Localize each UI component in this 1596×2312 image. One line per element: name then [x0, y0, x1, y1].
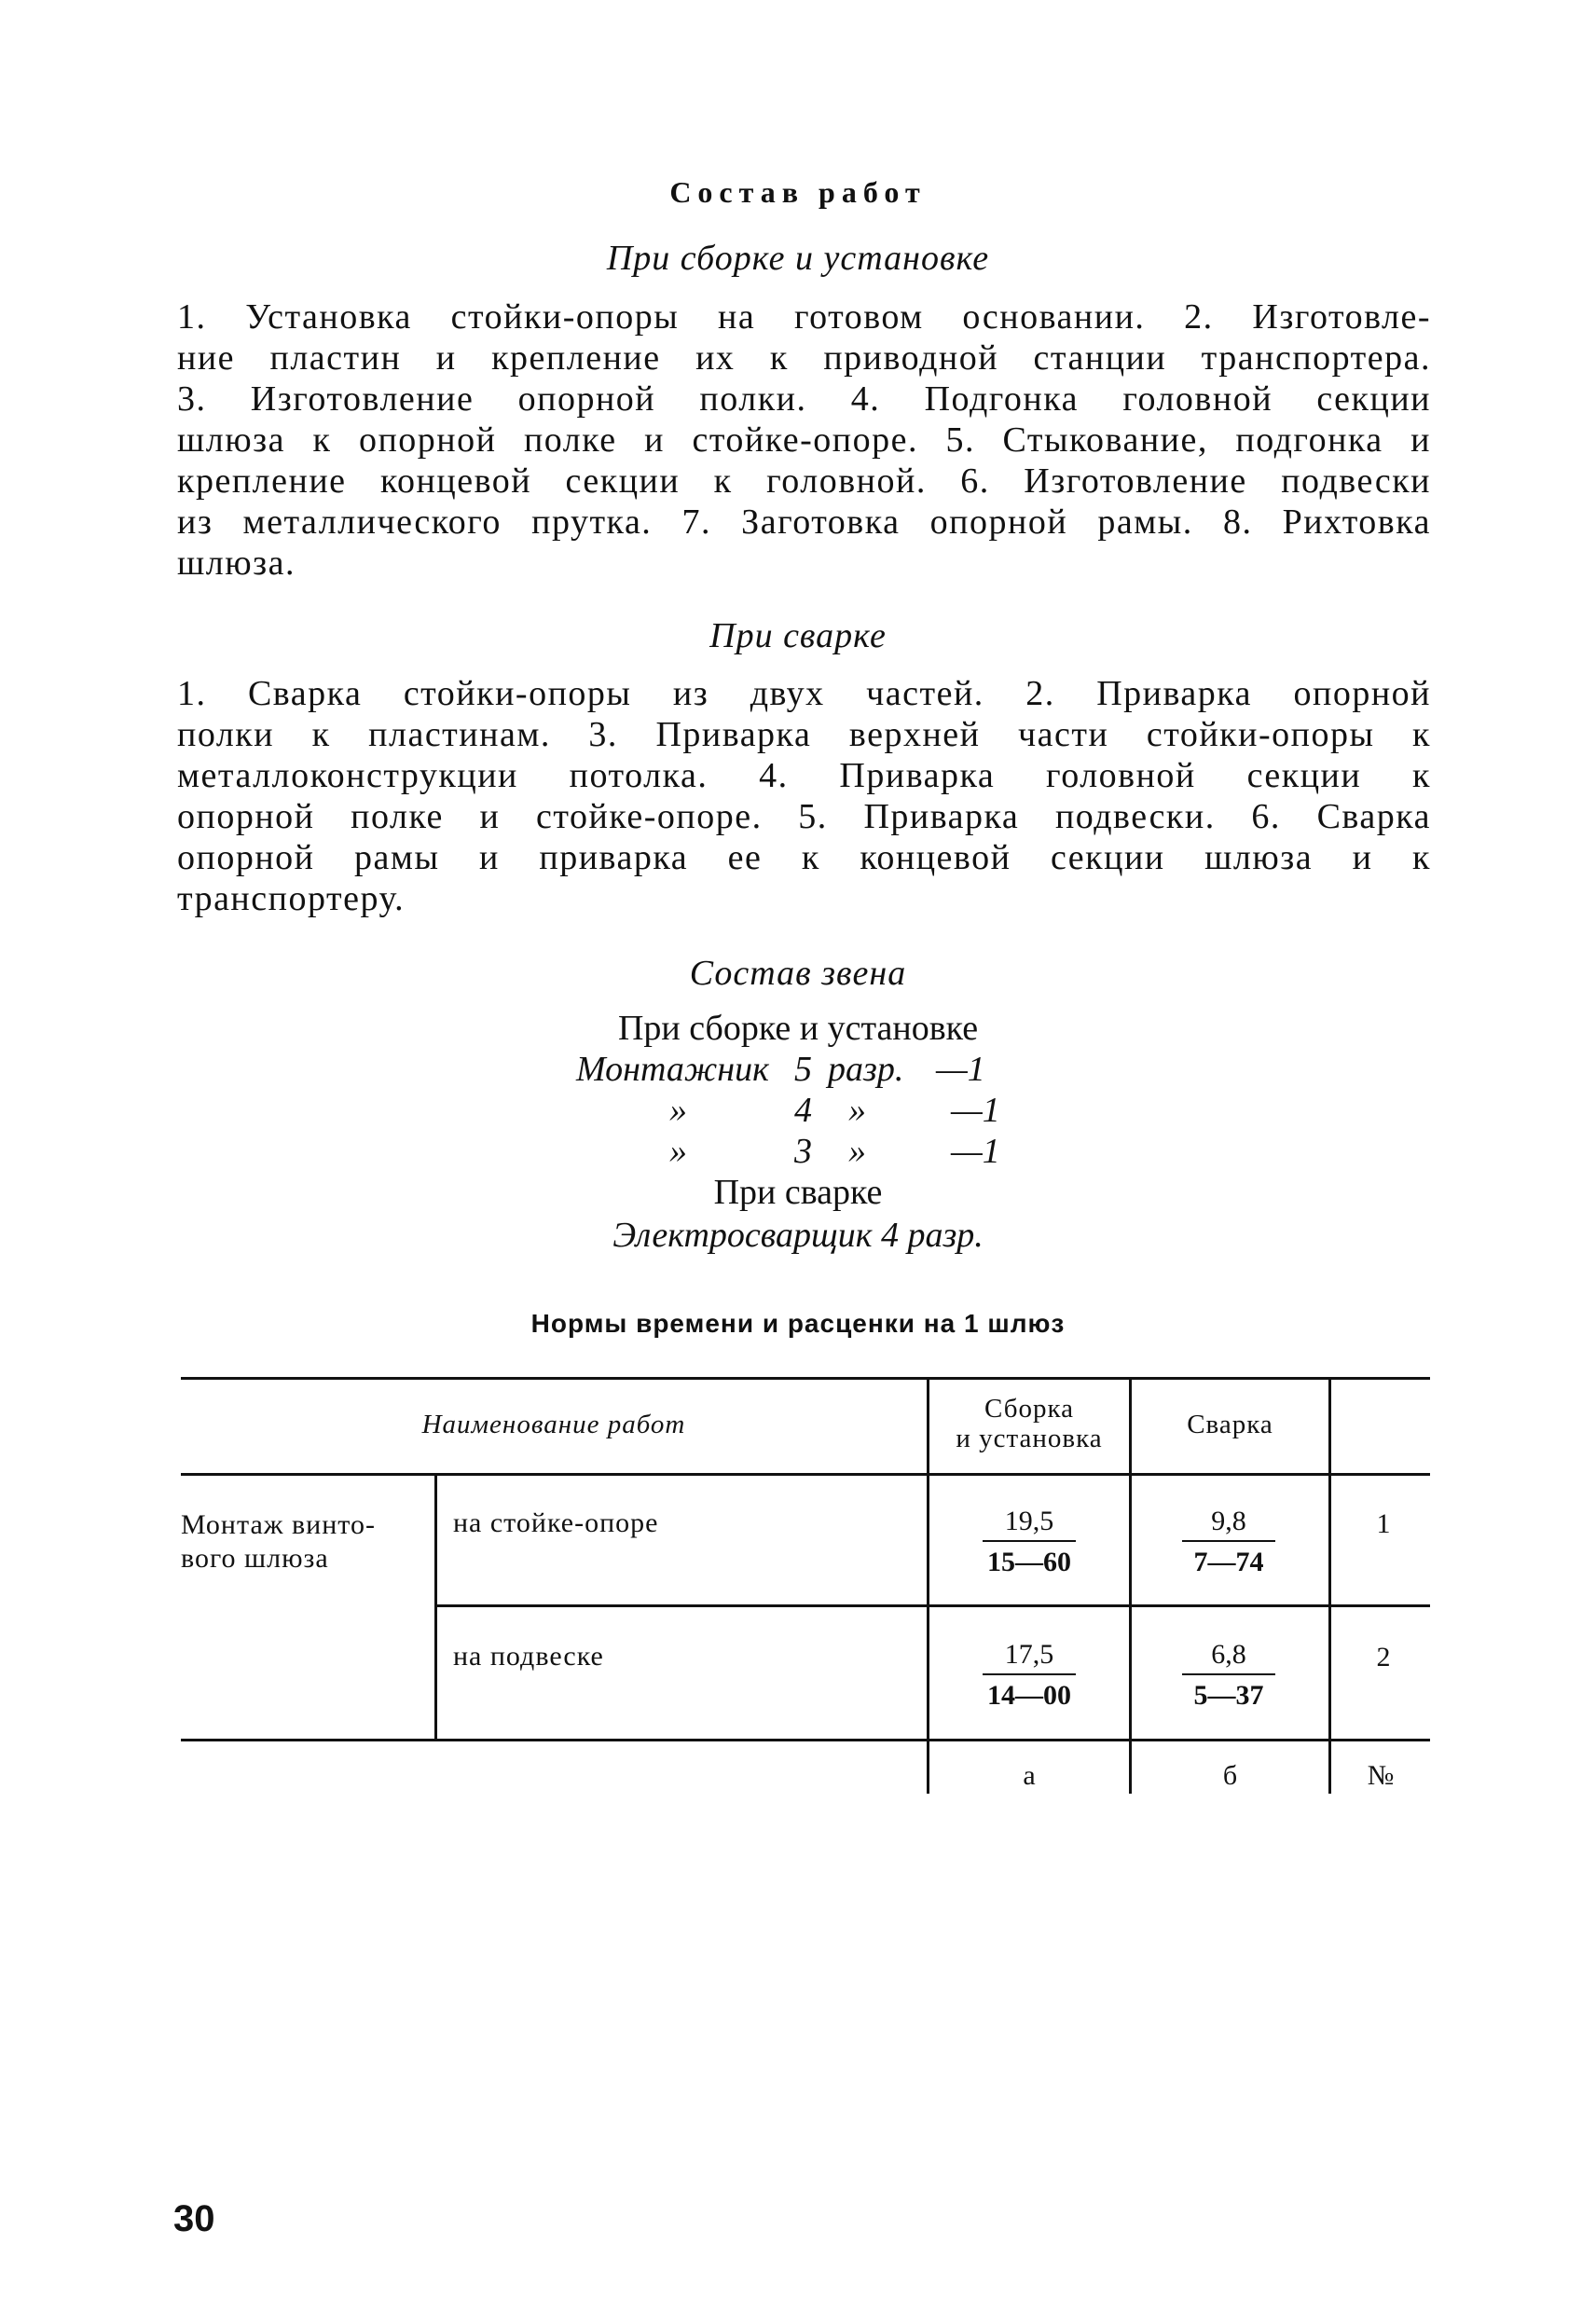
crew-welding-label: При сварке: [713, 1173, 883, 1212]
welding-norm-cell: [1154, 1503, 1303, 1583]
page-number: 30: [173, 2198, 215, 2239]
time-norm: 9,8: [1182, 1503, 1275, 1542]
crew-trade: »: [669, 1091, 687, 1130]
price: 5—37: [1193, 1680, 1264, 1711]
row-number: 2: [1376, 1642, 1391, 1672]
group-label: Монтаж винто-: [181, 1509, 376, 1540]
section-heading: Состав работ: [669, 175, 927, 209]
paragraph-line: шлюза к опорной полке и стойке-опоре. 5. Стыкование, подгонка и: [177, 420, 1431, 460]
paragraph-line: 1. Сварка стойки-опоры из двух частей. 2. Приварка опорной: [177, 674, 1431, 713]
time-norm: 19,5: [983, 1503, 1076, 1542]
assembly-norm-cell: [955, 1636, 1104, 1716]
crew-count: —1: [951, 1091, 1000, 1130]
crew-assembly-label: При сборке и установке: [617, 1009, 979, 1048]
table-rule: [181, 1473, 1430, 1476]
paragraph-line: полки к пластинам. 3. Приварка верхней части стойки-опоры к: [177, 715, 1431, 754]
crew-count: —1: [936, 1050, 985, 1089]
paragraph-line: опорной полке и стойке-опоре. 5. Приварка подвески. 6. Сварка: [177, 797, 1431, 836]
table-rule: [434, 1604, 1430, 1607]
paragraph-line: опорной рамы и приварка ее к концевой секции шлюза и к: [177, 838, 1431, 877]
row-number: 1: [1376, 1508, 1391, 1539]
table-rule: [181, 1377, 1430, 1380]
group-label: вого шлюза: [181, 1543, 329, 1574]
price: 7—74: [1193, 1547, 1264, 1577]
assembly-norm-cell: [955, 1503, 1104, 1583]
crew-grade: 5: [794, 1050, 812, 1089]
paragraph-line: из металлического прутка. 7. Заготовка опорной рамы. 8. Рихтовка: [177, 502, 1431, 542]
time-norm: 17,5: [983, 1636, 1076, 1675]
header-assembly-2: и установка: [956, 1424, 1103, 1453]
table-divider: [434, 1473, 437, 1741]
paragraph-line: 1. Установка стойки-опоры на готовом основании. 2. Изготовле-: [177, 297, 1431, 337]
crew-unit: разр.: [828, 1050, 904, 1089]
welding-norm-cell: [1154, 1636, 1303, 1716]
work-name: на подвеске: [453, 1641, 604, 1672]
paragraph-line: шлюза.: [177, 544, 296, 583]
table-rule: [181, 1739, 1430, 1741]
assembly-subheading: При сборке и установке: [606, 239, 990, 278]
price: 14—00: [987, 1680, 1071, 1711]
header-assembly: Сборка: [984, 1394, 1074, 1424]
table-divider: [1328, 1377, 1331, 1794]
welding-paragraph: [177, 673, 1431, 919]
column-marker-b: б: [1222, 1760, 1238, 1791]
table-caption: Нормы времени и расценки на 1 шлюз: [530, 1309, 1066, 1338]
crew-grade: 3: [794, 1132, 812, 1171]
header-name: Наименование работ: [421, 1410, 686, 1439]
work-name: на стойке-опоре: [453, 1507, 659, 1538]
assembly-paragraph: [177, 296, 1431, 584]
paragraph-line: металлоконструкции потолка. 4. Приварка головной секции к: [177, 756, 1431, 795]
crew-heading: Состав звена: [689, 954, 907, 993]
price: 15—60: [987, 1547, 1071, 1577]
crew-trade: Монтажник: [576, 1050, 769, 1089]
column-marker-num: №: [1367, 1760, 1395, 1791]
paragraph-line: 3. Изготовление опорной полки. 4. Подгонка головной секции: [177, 379, 1431, 419]
welding-subheading: При сварке: [709, 616, 887, 655]
column-marker-a: а: [1023, 1760, 1036, 1791]
crew-welder: Электросварщик 4 разр.: [612, 1216, 984, 1255]
crew-grade: 4: [794, 1091, 812, 1130]
time-norm: 6,8: [1182, 1636, 1275, 1675]
crew-trade: »: [669, 1132, 687, 1171]
header-welding: Сварка: [1187, 1410, 1273, 1439]
crew-count: —1: [951, 1132, 1000, 1171]
paragraph-line: транспортеру.: [177, 879, 406, 918]
crew-unit: »: [848, 1132, 866, 1171]
crew-unit: »: [848, 1091, 866, 1130]
paragraph-line: ние пластин и крепление их к приводной станции транспортера.: [177, 338, 1431, 378]
paragraph-line: крепление концевой секции к головной. 6. Изготовление подвески: [177, 461, 1431, 501]
